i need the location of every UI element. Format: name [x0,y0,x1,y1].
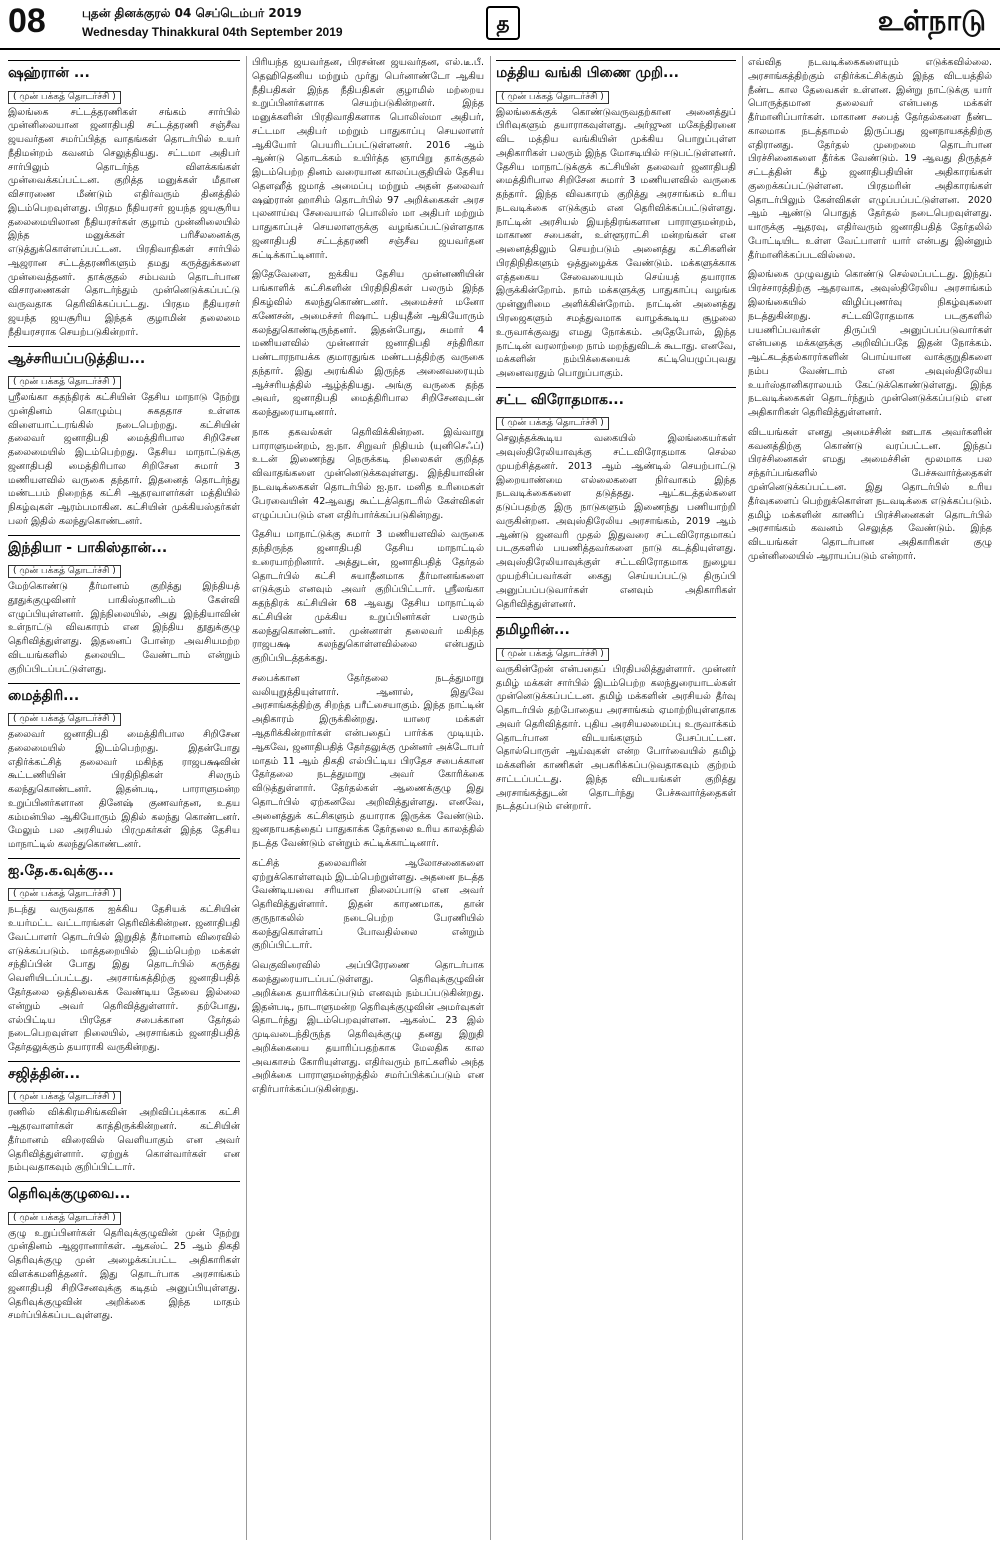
article-body: தேசிய மாநாட்டுக்கு சுமார் 3 மணியளவில் வருகை தந்திருந்த ஜனாதிபதி தேசிய மாநாட்டில் உரையாற்றினார். அத்துடன், ஜனாதிபதித் தேர்தல் தொடர்பில் கட்சி சுயாதீனமாக தீர்மானங்களை எடுக்கும் எனவும் அவர் குறிப்பிட்டார். ஸ்ரீலங்கா சுதந்திரக் கட்சியின் 68 ஆவது தேசிய மாநாட்டில் கட்சியின் முக்கிய உறுப்பினர்கள் பலரும் கலந்துகொண்டனர். முன்னாள் தலைவர் மகிந்த ராஜபக்ஷ கலந்துகொள்ளவில்லை என்பதும் குறிப்பிடத்தக்கது. [252,529,484,665]
article [252,528,484,666]
article [252,268,484,419]
article-headline: சஜித்தின்... [8,1065,81,1082]
article-headline: மத்திய வங்கி பிணை முறி... [496,65,679,81]
article-divider [8,683,240,684]
article-headline: மைத்திரி... [8,687,80,704]
continued-label: ( முன் பக்கத் தொடர்ச்சி ) [8,1212,121,1225]
article-body: நடந்து வருவதாக ஐக்கிய தேசியக் கட்சியின் உயர்மட்ட வட்டாரங்கள் தெரிவிக்கின்றன. ஜனாதிபதி வேட்பாளர் தொடர்பில் இறுதித் தீர்மானம் விரைவில் எடுக்கப்படும். மாத்தறையில் இடம்பெற்ற மக்கள் சந்திப்பின் போது இது தொடர்பில் கருத்து வெளியிடப்பட்டது. அரசாங்கத்திற்கு ஜனாதிபதித் தேர்தலை ஒத்திவைக்க வேண்டிய தேவை இல்லை என்றும் அவர் தெரிவித்துள்ளார். தற்போது, எல்பிட்டிய பிரதேச சபைக்கான தேர்தல் நடைபெறவுள்ள நிலையில், அரசாங்கம் ஜனாதிபதித் தேர்தலுக்கும் தயாராகி வருகின்றது. [8,904,240,1054]
article [252,672,484,851]
column-divider [742,56,743,1540]
article-body: வெகுவிரைவில் அப்பிரேரணை தொடர்பாக கலந்துரையாடப்பட்டுள்ளது. தெரிவுக்குழுவின் அறிக்கை தயாரிக்கப்படும் எனவும் நம்பப்படுகின்றது. இதன்படி, நாடாளுமன்ற தெரிவுக்குழுவின் அமர்வுகள் தொடர்ந்து இடம்பெறவுள்ளன. ஆகஸ்ட் 23 இல் முடிவடைந்திருந்த தெரிவுக்குழு தனது இறுதி அறிக்கையை தயாரிப்பதற்காக மேலதிக கால அவகாசம் கோரியுள்ளது. எதிர்வரும் நாட்களில் அந்த அறிக்கை பாராளுமன்றத்தில் சமர்ப்பிக்கப்படும் என எதிர்பார்க்கப்படுகின்றது. [252,960,484,1096]
article-headline: தெரிவுக்குழுவை... [8,1186,131,1203]
article [8,346,240,529]
article-body: ரணில் விக்கிரமசிங்கவின் அறிவிப்புக்காக கட்சி ஆதரவாளர்கள் காத்திருக்கின்றனர். கட்சியின் தீர்மானம் விரைவில் வெளியாகும் என அவர் தெரிவித்துள்ளார். ஏற்றுக் கொள்வார்கள் என நம்புவதாகவும் குறிப்பிட்டார். [8,1107,240,1174]
article-body: இதேவேளை, ஐக்கிய தேசிய முன்னணியின் பங்காளிக் கட்சிகளின் பிரதிநிதிகள் பலரும் இந்த நிகழ்வில் கலந்துகொண்டனர். அமைச்சர் மனோ கணேசன், அமைச்சர் ரிஷாட் பதியுதீன் ஆகியோரும் கலந்துகொண்டிருந்தனர். இதன்போது, சுமார் 4 மணியளவில் முன்னாள் ஜனாதிபதி சந்திரிகா பண்டாரநாயக்க குமாரதுங்க மண்டபத்திற்கு வருகை தந்தார். இது அரங்கில் இருந்த அனைவரையும் ஆச்சரியத்தில் ஆழ்த்தியது. அங்கு வருகை தந்த அவர், ஜனாதிபதி மைத்திரிபால சிறிசேனவுடன் கலந்துரையாடினார். [252,269,484,419]
column-3 [496,56,736,1540]
article-divider [8,346,240,347]
continued-label: ( முன் பக்கத் தொடர்ச்சி ) [496,417,609,430]
article-body: வருகின்றேன் என்பதைப் பிரதிபலித்துள்ளார். முன்னர் தமிழ் மக்கள் சார்பில் இடம்பெற்ற கலந்துரையாடல்கள் முன்னெடுக்கப்பட்டன. தமிழ் மக்களின் அரசியல் தீர்வு தொடர்பில் தற்போதைய அரசாங்கம் ஏமாற்றியுள்ளதாக அவர் தெரிவித்தார். புதிய அரசியலமைப்பு உருவாக்கம் தொடர்பான விடயங்களும் பேசப்பட்டன. தொல்பொருள் ஆய்வுகள் என்ற போர்வையில் தமிழ் மக்களின் காணிகள் அபகரிக்கப்படுவதாகவும் குற்றம் சாட்டப்பட்டது. இந்த விடயங்கள் குறித்து அரசாங்கத்துடன் தொடர்ந்து பேச்சுவார்த்தைகள் நடத்தப்படும் என்றார். [496,663,736,813]
article-body: மேற்கொண்டு தீர்மானம் குறித்து இந்தியத் தூதுக்குழுவினர் பாகிஸ்தானிடம் கேள்வி எழுப்பியுள்ளனர். இந்நிலையில், அது இந்தியாவின் உள்நாட்டு விவகாரம் என இந்திய தூதுக்குழு தெரிவித்துள்ளது. இதனைப் போன்ற அவசியமற்ற விடயங்களில் தலையிட வேண்டாம் என்றும் குறிப்பிடப்பட்டுள்ளது. [8,581,240,675]
article-body: நாக தகவல்கள் தெரிவிக்கின்றன. இவ்வாறு பாராளுமன்றம், ஐ.நா. சிறுவர் நிதியம் (யுனிசெஃப்) உடன் இணைந்து நெருக்கடி நிலைகள் குறித்த விவாதங்களை முன்னெடுக்கவுள்ளது. இந்தியாவின் நடவடிக்கைகள் தொடர்பில் ஐ.நா. மனித உரிமைகள் பேரவையின் 42ஆவது கூட்டத்தொடரில் கேள்விகள் எழுப்பப்படும் என எதிர்பார்க்கப்படுகின்றது. [252,426,484,521]
article [252,426,484,522]
page-number: 08 [8,2,46,40]
article-divider [496,617,736,618]
article [8,60,240,340]
article-body: கட்சித் தலைவரின் ஆலோசனைகளை ஏற்றுக்கொள்ளவும் இடம்பெற்றுள்ளது. அதனை நடத்த வேண்டியவை சரியான நிலைப்பாடு என அவர் தெரிவித்துள்ளார். இதன் காரணமாக, தான் குருநாகலில் நடைபெற்ற பேரணியில் கலந்துகொள்ளப் போவதில்லை என்றும் குறிப்பிட்டார். [252,857,484,952]
article-body: தலைவர் ஜனாதிபதி மைத்திரிபால சிறிசேன தலைமையில் இடம்பெற்றது. இதன்போது எதிர்க்கட்சித் தலைவர் மகிந்த ராஜபக்ஷவின் கூட்டணியின் பிரதிநிதிகள் சிலரும் கலந்துகொண்டனர். இதன்படி, பாராளுமன்ற உறுப்பினர்களான தினேஷ் குணவர்தன, உதய கம்மன்பில ஆகியோரும் இதில் கலந்து கொண்டனர். மேலும் பல அரசியல் பிரமுகர்கள் இந்த தேசிய மாநாட்டில் கலந்துகொண்டனர். [8,729,240,851]
article [748,426,992,564]
article [8,1061,240,1175]
continued-label: ( முன் பக்கத் தொடர்ச்சி ) [8,713,121,726]
article-body: ஸ்ரீலங்கா சுதந்திரக் கட்சியின் தேசிய மாநாடு நேற்று முன்தினம் கொழும்பு சுகததாச உள்ளக விளையாட்டரங்கில் நடைபெற்றது. கட்சியின் தலைவர் ஜனாதிபதி மைத்திரிபால சிறிசேன தலைமையில் இடம்பெற்றது. தேசிய மாநாட்டுக்கு ஜனாதிபதி மைத்திரிபால சிறிசேன சுமார் 3 மணியளவில் வருகை தந்தார். இதனைத் தொடர்ந்து மண்டபம் நிறைந்த கட்சி ஆதரவாளர்கள் மத்தியில் நிகழ்வுகள் ஆரம்பமாகின. கட்சியின் முக்கியஸ்தர்கள் பலர் இதில் கலந்துகொண்டனர். [8,392,240,527]
article [748,268,992,419]
article-divider [8,535,240,536]
date-english: Wednesday Thinakkural 04th September 2019 [82,25,343,39]
article-body: இலங்கைக்குக் கொண்டுவருவதற்கான அனைத்துப் பிரிவுகளும் தயாராகவுள்ளது. அர்ஜுன மகேந்திரனை விட மத்திய வங்கியின் முக்கிய பொறுப்புள்ள அதிகாரிகள் பலரும் இந்த மோசடியில் ஈடுபட்டுள்ளனர். தேசிய மாநாட்டுக்குக் கட்சியின் தலைவர் ஜனாதிபதி மைத்திரிபால சிறிசேன சுமார் 3 மணியளவில் வருகை தந்தார். இந்த விவகாரம் குறித்து அரசாங்கம் உரிய நடவடிக்கை எடுக்கும் என தெரிவிக்கப்பட்டுள்ளது. நாட்டின் அரசியல் இயந்திரங்களான பாராளுமன்றம், மாகாண சபைகள், உள்ளூராட்சி மன்றங்கள் என அனைத்திலும் செயற்படும் அனைத்து கட்சிகளின் பிரதிநிதிகளும் ஒத்துழைக்க வேண்டும். மக்களுக்காக எத்தகைய சேவையையும் செய்யத் தயாராக இருக்கின்றோம். நாம் மக்களுக்கு பாதுகாப்பு வழங்க முன்னுரிமை அளிக்கின்றோம். நாட்டின் அனைத்து பிரஜைகளும் சமத்துவமாக வாழக்கூடிய சூழலை உருவாக்குவது எமது நோக்கம். அதேபோல், இந்த நாட்டின் வரலாற்றை நாம் மறந்துவிடக் கூடாது. எனவே, மக்களின் நம்பிக்கையைக் கட்டியெழுப்புவது அனைவரதும் பொறுப்பாகும். [496,106,736,380]
article-divider [496,60,736,61]
column-4 [748,56,992,1540]
article-headline: ஐ.தே.க.வுக்கு... [8,862,114,879]
article-body: இலங்கை முழுவதும் கொண்டு செல்லப்பட்டது. இந்தப் பிரச்சாரத்திற்கு ஆதரவாக, அவுஸ்திரேலிய அரசாங்கம் இலங்கையில் விழிப்புணர்வு நிகழ்வுகளை நடத்துகின்றது. சட்டவிரோதமாக படகுகளில் பயணிப்பவர்கள் திருப்பி அனுப்பப்படுவார்கள் என்பதை மக்களுக்கு அறிவிப்பதே இதன் நோக்கம். ஆட்கடத்தல்காரர்களின் பொய்யான வாக்குறுதிகளை நம்ப வேண்டாம் என அவுஸ்திரேலிய உயர்ஸ்தானிகராலயம் கேட்டுக்கொண்டுள்ளது. இந்த நடவடிக்கைகள் தொடர்ந்தும் முன்னெடுக்கப்படும் என அதிகாரிகள் தெரிவித்துள்ளனர். [748,269,992,419]
article [496,617,736,814]
continued-label: ( முன் பக்கத் தொடர்ச்சி ) [496,648,609,661]
article-headline: இந்தியா - பாகிஸ்தான்... [8,539,168,556]
article [8,535,240,677]
continued-label: ( முன் பக்கத் தொடர்ச்சி ) [8,1091,121,1104]
continued-label: ( முன் பக்கத் தொடர்ச்சி ) [496,91,609,104]
article-divider [8,858,240,859]
column-divider [246,56,247,1540]
article [496,60,736,381]
article [252,857,484,953]
section-title: உள்நாடு [877,4,986,37]
article-body: விடயங்கள் எனது அமைச்சின் ஊடாக அவர்களின் கவனத்திற்கு கொண்டு வரப்பட்டன. இந்தப் பிரச்சினைகள் எமது அமைச்சின் மூலமாக பல சந்தர்ப்பங்களில் பேச்சுவார்த்தைகள் முன்னெடுக்கப்பட்டன. இது தொடர்பில் உரிய தீர்வுகளைப் பெற்றுக்கொள்ள நடவடிக்கை எடுக்கப்படும். தமிழ் மக்களின் காணிப் பிரச்சினைகள் தொடர்பில் அரசாங்கம் கவனம் செலுத்த வேண்டும். இந்த விடயங்கள் தொடர்பான அதிகாரிகள் குழு முன்னிலையில் ஆராயப்படும் என்றார். [748,426,992,562]
masthead [0,0,1000,50]
article-headline: தமிழரின்... [496,622,570,639]
article-body: பிரியந்த ஜயவர்தன, பிரசன்ன ஜயவர்தன, எல்.டீ.பீ. தெஹிதெனிய மற்றும் முர்து பெர்னாண்டோ ஆகிய நீதிபதிகள் இந்த நீதிபதிகள் குழாமில் மற்றைய உறுப்பினர்களாக செயற்படுகின்றனர். இந்த மனுக்களின் பிரதிவாதிகளாக பொலிஸ்மா அதிபர், சட்டமா அதிபர் மற்றும் பாதுகாப்பு செயலாளர் ஆகியோர் பெயரிடப்பட்டுள்ளனர். 2016 ஆம் ஆண்டு தொடக்கம் உயிர்த்த ஞாயிறு தாக்குதல் இடம்பெற்ற தினம் வரையான காலப்பகுதியில் தேசிய தௌஹீத் ஜமாத் அமைப்பு மற்றும் அதன் தலைவர் ஷஹ்ரான் ஹாசிம் தொடர்பில் 97 அறிக்கைகள் அரச புலனாய்வு சேவையால் பொலிஸ் மா அதிபர் மற்றும் பாதுகாப்புச் செயலாளருக்கு வழங்கப்பட்டுள்ளதாக ஜனாதிபதி சட்டத்தரணி சஞ்சீவ ஜயவர்தன சுட்டிக்காட்டினார். [252,57,484,261]
newspaper-logo: த [486,6,520,40]
article-divider [496,387,736,388]
article-body: செலுத்தக்கூடிய வகையில் இலங்கையர்கள் அவுஸ்திரேலியாவுக்கு சட்டவிரோதமாக செல்ல முயற்சித்தனர். 2013 ஆம் ஆண்டில் செயற்பாட்டு இறையாண்மை எல்லைகளை நிர்வாகம் இந்த நடவடிக்கைகளை தடுத்தது. ஆட்கடத்தல்களை தடுப்பதற்கு இரு நாடுகளும் இணைந்து பணியாற்றி வருகின்றன. அவுஸ்திரேலிய அரசாங்கம், 2019 ஆம் ஆண்டு ஜனவரி முதல் இதுவரை சட்டவிரோதமாகப் படகுகளில் பயணித்தவர்களை நாடு கடத்தியுள்ளது. அவுஸ்திரேலியாவுக்குள் சட்டவிரோதமாக நுழைய முயற்சிப்பவர்கள் கைது செய்யப்பட்டு திருப்பி அனுப்பப்படுவார்கள் எனவும் அதிகாரிகள் தெரிவித்துள்ளனர். [496,433,736,610]
continued-label: ( முன் பக்கத் தொடர்ச்சி ) [8,565,121,578]
article [748,56,992,262]
article-divider [8,1181,240,1182]
column-2 [252,56,484,1540]
continued-label: ( முன் பக்கத் தொடர்ச்சி ) [8,91,121,104]
article [496,387,736,611]
article [252,959,484,1097]
article-body: இலங்கை சட்டத்தரணிகள் சங்கம் சார்பில் முன்னிலையான ஜனாதிபதி சட்டத்தரணி சஞ்சீவ ஜயவர்தன சமர்ப்பித்த வாதங்கள் தொடர்பில் உயர் நீதிமன்றம் கவனம் செலுத்தியது. சட்டமா அதிபர் சார்பிலும் தொடர்ந்த விளக்கங்கள் முன்வைக்கப்பட்டன. குறித்த மனுக்கள் மீதான விசாரணை மீண்டும் எதிர்வரும் தினத்தில் இடம்பெறவுள்ளது. பிரதம நீதியரசர் ஜயந்த ஜயசூரிய தலைமையிலான நீதியரசர்கள் குழாம் முன்னிலையில் இந்த மனுக்கள் பரிசீலனைக்கு எடுத்துக்கொள்ளப்பட்டன. பிரதிவாதிகள் சார்பில் ஆஜரான சட்டத்தரணிகளும் தமது கருத்துக்களை முன்வைத்தனர். தாக்குதல் சம்பவம் தொடர்பான விசாரணைகள் தொடர்ந்தும் முன்னெடுக்கப்பட்டு வருவதாக தெரிவிக்கப்பட்டது. பிரதம நீதியரசர் ஜயந்த ஜயசூரிய இந்தக் குழாமின் தலைமை நீதியரசராக செயற்படுகின்றார். [8,106,240,338]
article-headline: ஷஹ்ரான் ... [8,65,90,81]
date-tamil: புதன் தினக்குரல் 04 செப்டெம்பர் 2019 [82,6,302,20]
article-body: எவ்வித நடவடிக்கைகளையும் எடுக்கவில்லை. அரசாங்கத்திற்கும் எதிர்க்கட்சிக்கும் இந்த விடயத்தில் நீண்ட கால தேவைகள் உள்ளன. இன்று நாட்டுக்கு யார் பொருத்தமான தலைவர் என்பதை மக்கள் தீர்மானிப்பார்கள். மாகாண சபைத் தேர்தல்களை நீண்ட காலமாக நடத்தாமல் இருப்பது ஜனநாயகத்திற்கு எதிரானது. தேர்தல் முறைமை தொடர்பான பிரச்சினைகளை தீர்க்க வேண்டும். 19 ஆவது திருத்தச் சட்டத்தின் கீழ் ஜனாதிபதியின் அதிகாரங்கள் குறைக்கப்பட்டுள்ளன. பிரதமரின் அதிகாரங்கள் தொடர்பிலும் கேள்விகள் எழுப்பப்பட்டுள்ளன. 2020 ஆம் ஆண்டு பொதுத் தேர்தல் நடைபெறவுள்ளது. யாருக்கு ஆதரவு, எதிர்வரும் ஜனாதிபதித் தேர்தலில் போட்டியிட உள்ள வேட்பாளர் யார் என்பது இன்னும் தீர்மானிக்கப்படவில்லை. [748,57,992,261]
continued-label: ( முன் பக்கத் தொடர்ச்சி ) [8,376,121,389]
article-headline: ஆச்சரியப்படுத்திய... [8,350,146,367]
article-divider [8,1061,240,1062]
column-divider [490,56,491,1540]
article [8,683,240,852]
article-headline: சட்ட விரோதமாக... [496,391,624,408]
article-divider [8,60,240,61]
article [8,858,240,1055]
article [252,56,484,262]
article-body: சபைக்கான தேர்தலை நடத்துமாறு வலியுறுத்தியுள்ளார். ஆனால், இதுவே அரசாங்கத்திற்கு சிறந்த பரீட்சையாகும். இந்த நாட்டின் அதிகாரம் இருக்கின்றது. யாரை மக்கள் ஆதரிக்கின்றார்கள் என்பதைப் பார்க்க முடியும். ஆகவே, ஜனாதிபதித் தேர்தலுக்கு முன்னர் அக்டோபர் மாதம் 11 ஆம் திகதி எல்பிட்டிய பிரதேச சபைக்கான தேர்தலை நடத்துமாறு அவர் கோரிக்கை விடுத்துள்ளார். தேர்தல்கள் ஆணைக்குழு இது தொடர்பில் ஏற்கனவே அறிவித்துள்ளது. எனவே, அனைத்துக் கட்சிகளும் தயாராக இருக்க வேண்டும். ஜனநாயகத்தைப் பாதுகாக்க தேர்தலை உரிய காலத்தில் நடத்த வேண்டும் என்றும் சுட்டிக்காட்டினார். [252,672,484,850]
article [8,1181,240,1323]
continued-label: ( முன் பக்கத் தொடர்ச்சி ) [8,888,121,901]
column-1 [8,56,240,1540]
article-body: குழு உறுப்பினர்கள் தெரிவுக்குழுவின் முன் நேற்று முன்தினம் ஆஜரானார்கள். ஆகஸ்ட் 25 ஆம் திகதி தெரிவுக்குழு முன் அழைக்கப்பட்ட அதிகாரிகள் விளக்கமளித்தனர். இது தொடர்பாக அரசாங்கம் ஜனாதிபதி சிறிசேனவுக்கு கடிதம் அனுப்பியுள்ளது. தெரிவுக்குழுவின் அறிக்கை இந்த மாதம் சமர்ப்பிக்கப்படவுள்ளது. [8,1227,240,1322]
